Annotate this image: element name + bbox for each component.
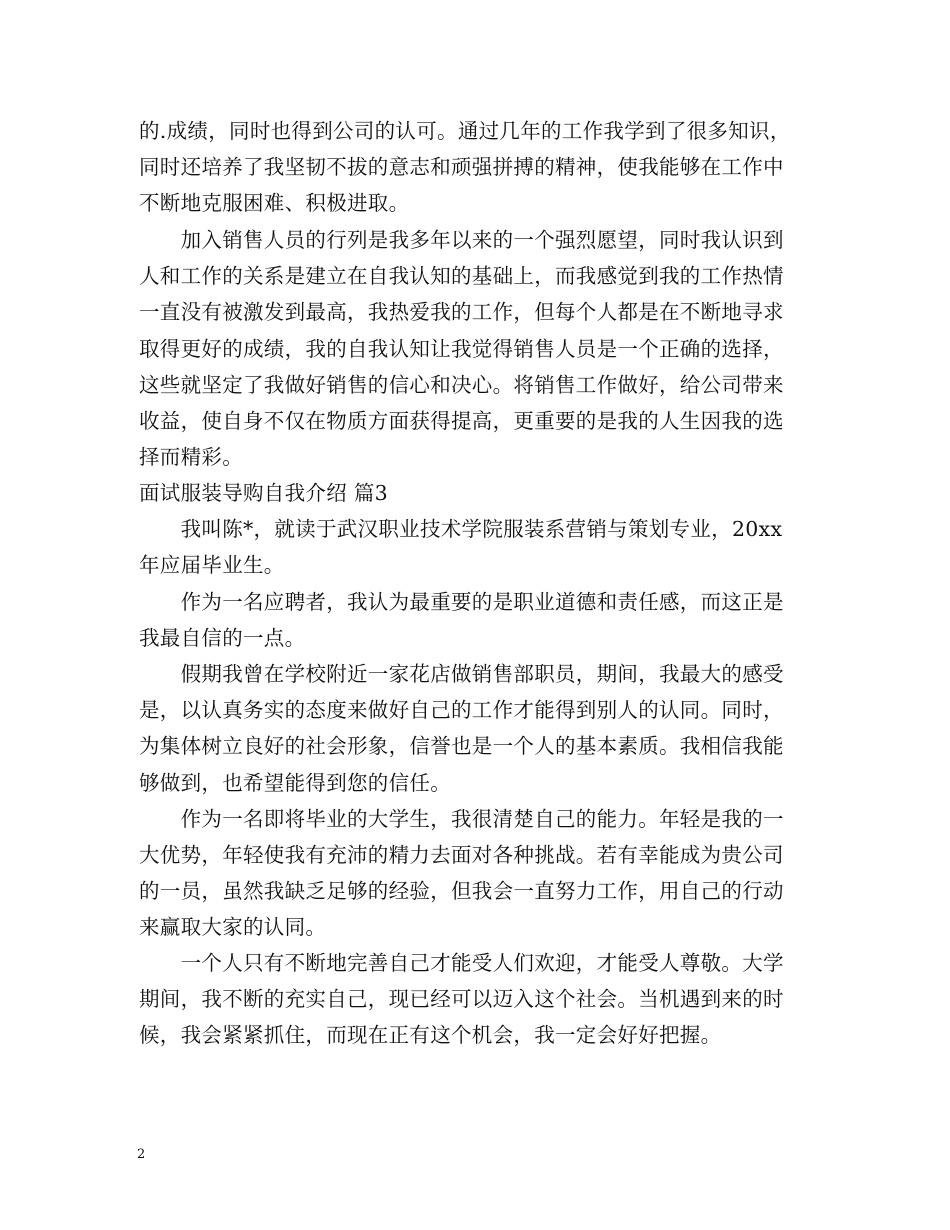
text-line: 我叫陈*，就读于武汉职业技术学院服装系营销与策划专业，20xx [139,517,783,541]
text-line: 这些就坚定了我做好销售的信心和决心。将销售工作做好，给公司带来 [139,373,784,397]
text-line: 不断地克服困难、积极进取。 [139,191,410,215]
text-line: 我最自信的一点。 [139,626,306,650]
text-line: 期间，我不断的充实自己，现已经可以迈入这个社会。当机遇到来的时 [139,987,784,1011]
text-line: 为集体树立良好的社会形象，信誉也是一个人的基本素质。我相信我能 [139,734,784,758]
text-line: 作为一名即将毕业的大学生，我很清楚自己的能力。年轻是我的一 [139,807,784,831]
text-line: 是，以认真务实的态度来做好自己的工作才能得到别人的认同。同时， [139,698,784,722]
text-line: 一个人只有不断地完善自己才能受人们欢迎，才能受人尊敬。大学 [139,951,784,975]
text-line: 加入销售人员的行列是我多年以来的一个强烈愿望，同时我认识到 [139,228,784,252]
page-number: 2 [137,1147,146,1162]
text-line: 取得更好的成绩，我的自我认知让我觉得销售人员是一个正确的选择， [139,337,784,361]
text-line: 大优势，年轻使我有充沛的精力去面对各种挑战。若有幸能成为贵公司 [139,843,784,867]
text-line: 的一员，虽然我缺乏足够的经验，但我会一直努力工作，用自己的行动 [139,879,784,903]
text-line: 假期我曾在学校附近一家花店做销售部职员，期间，我最大的感受 [139,662,784,686]
section-heading: 面试服装导购自我介绍 篇3 [139,481,388,505]
text-line: 的.成绩，同时也得到公司的认可。通过几年的工作我学到了很多知识， [139,119,791,143]
text-line: 择而精彩。 [139,445,243,469]
text-line: 同时还培养了我坚韧不拔的意志和顽强拼搏的精神，使我能够在工作中 [139,155,784,179]
text-line: 作为一名应聘者，我认为最重要的是职业道德和责任感，而这正是 [139,590,784,614]
text-line: 来赢取大家的认同。 [139,915,327,939]
text-line: 收益，使自身不仅在物质方面获得提高，更重要的是我的人生因我的选 [139,409,784,433]
text-line: 年应届毕业生。 [139,553,285,577]
text-line: 候，我会紧紧抓住，而现在正有这个机会，我一定会好好把握。 [139,1023,722,1047]
text-line: 够做到，也希望能得到您的信任。 [139,771,451,795]
text-line: 一直没有被激发到最高，我热爱我的工作，但每个人都是在不断地寻求 [139,300,784,324]
text-line: 人和工作的关系是建立在自我认知的基础上，而我感觉到我的工作热情 [139,264,784,288]
